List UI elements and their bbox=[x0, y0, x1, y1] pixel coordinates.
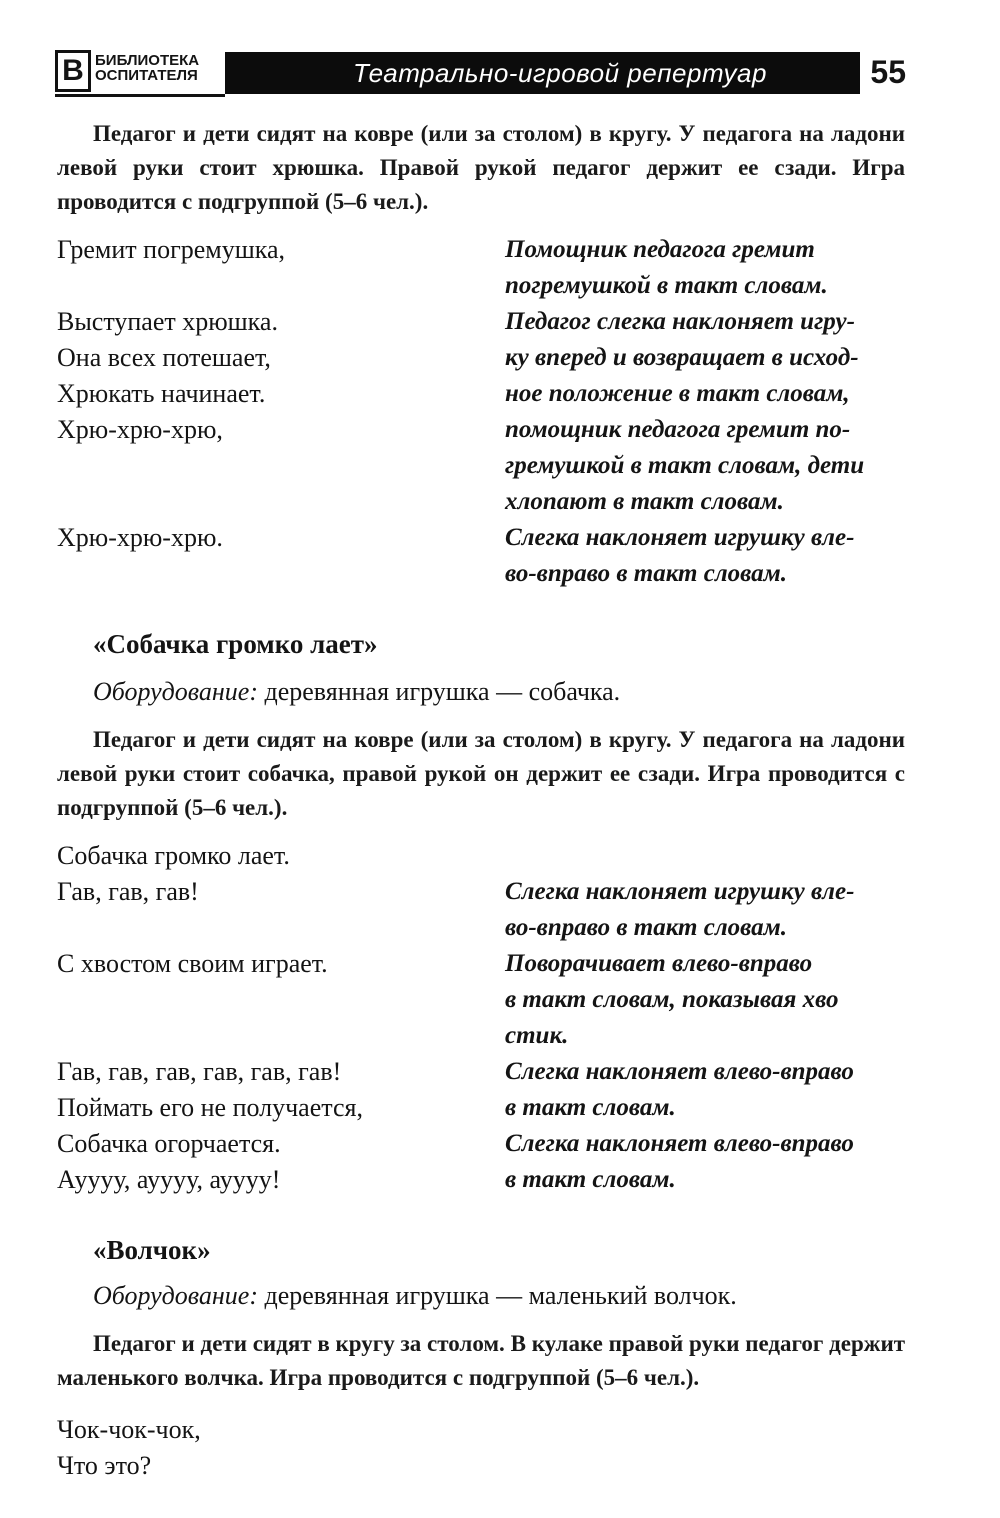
verse-line: С хвостом своим играет. bbox=[57, 949, 328, 978]
section2-title: «Собачка громко лает» bbox=[93, 629, 378, 659]
running-title: Театрально-игровой репертуар bbox=[225, 52, 895, 94]
series-logo-text bbox=[95, 53, 199, 83]
direction-line: Слегка наклоняет влево-вправо bbox=[505, 1058, 854, 1085]
direction-line: Помощник педагога гремит bbox=[505, 236, 815, 263]
direction-line: стик. bbox=[505, 1022, 569, 1049]
page-number: 55 bbox=[860, 50, 906, 94]
verse-line: Хрю-хрю-хрю, bbox=[57, 415, 223, 444]
verse-line: Выступает хрюшка. bbox=[57, 307, 278, 336]
verse-line: Что это? bbox=[57, 1451, 152, 1480]
equipment-text: деревянная игрушка — собачка. bbox=[258, 677, 621, 706]
direction-line: Слегка наклоняет игрушку вле- bbox=[505, 878, 855, 905]
direction-line: Слегка наклоняет игрушку вле- bbox=[505, 524, 855, 551]
section1-intro-text: Педагог и дети сидят на ковре (или за столом) в кругу. У педагога на ладони левой руки стоит хрюшка. Правой рукой педагог держит ее сзади. Игра проводится с подгруппой (5–6 чел.). bbox=[57, 121, 905, 214]
section3-equipment bbox=[93, 1278, 737, 1314]
equipment-text: деревянная игрушка — маленький волчок. bbox=[258, 1281, 737, 1310]
direction-line: хлопают в такт словам. bbox=[505, 488, 784, 515]
direction-line: ное положение в такт словам, bbox=[505, 380, 850, 407]
direction-line: во-вправо в такт словам. bbox=[505, 914, 788, 941]
verse-line: Собачка громко лает. bbox=[57, 841, 290, 870]
section2-intro bbox=[57, 723, 905, 825]
section3-intro bbox=[57, 1327, 905, 1395]
direction-line: помощник педагога гремит по- bbox=[505, 416, 851, 443]
direction-line: в такт словам. bbox=[505, 1166, 676, 1193]
direction-line: Педагог слегка наклоняет игру- bbox=[505, 308, 855, 335]
direction-line: в такт словам. bbox=[505, 1094, 676, 1121]
verse-line: Гремит погремушка, bbox=[57, 235, 286, 264]
verse-line: Ауууу, ауууу, ауууу! bbox=[57, 1165, 281, 1194]
section3-intro-text: Педагог и дети сидят в кругу за столом. В кулаке правой руки педагог держит маленького волчка. Игра проводится с подгруппой (5–6 чел.). bbox=[57, 1331, 905, 1390]
section1-directions bbox=[505, 232, 905, 592]
verse-line: Поймать его не получается, bbox=[57, 1093, 363, 1122]
verse-line: Гав, гав, гав, гав, гав, гав! bbox=[57, 1057, 342, 1086]
equipment-label: Оборудование: bbox=[93, 677, 258, 706]
series-logo-line2: ОСПИТАТЕЛЯ bbox=[95, 67, 198, 84]
series-logo-letter: В bbox=[55, 50, 91, 92]
section3-title: «Волчок» bbox=[93, 1235, 211, 1265]
section1-intro bbox=[57, 117, 905, 219]
section2-intro-text: Педагог и дети сидят на ковре (или за столом) в кругу. У педагога на ладони левой руки стоит собачка, правой рукой он держит ее сзади. Игра проводится с подгруппой (5–6 чел.). bbox=[57, 727, 905, 820]
verse-line: Собачка огорчается. bbox=[57, 1129, 281, 1158]
verse-line: Гав, гав, гав! bbox=[57, 877, 199, 906]
verse-line: Чок-чок-чок, bbox=[57, 1415, 201, 1444]
section2-directions bbox=[505, 874, 905, 1198]
direction-line: ку вперед и возвращает в исход- bbox=[505, 344, 859, 371]
section2-equipment bbox=[93, 674, 620, 710]
page-header bbox=[55, 50, 905, 100]
logo-underline bbox=[55, 94, 225, 97]
verse-line: Хрюкать начинает. bbox=[57, 379, 266, 408]
direction-line: Слегка наклоняет влево-вправо bbox=[505, 1130, 854, 1157]
direction-line: во-вправо в такт словам. bbox=[505, 560, 788, 587]
direction-line: гремушкой в такт словам, дети bbox=[505, 452, 865, 479]
verse-line: Хрю-хрю-хрю. bbox=[57, 523, 223, 552]
direction-line: погремушкой в такт словам. bbox=[505, 272, 828, 299]
direction-line: Поворачивает влево-вправо bbox=[505, 950, 813, 977]
series-logo-line1: БИБЛИОТЕКА bbox=[95, 52, 200, 69]
direction-line: в такт словам, показывая хво bbox=[505, 986, 839, 1013]
verse-line: Она всех потешает, bbox=[57, 343, 271, 372]
equipment-label: Оборудование: bbox=[93, 1281, 258, 1310]
